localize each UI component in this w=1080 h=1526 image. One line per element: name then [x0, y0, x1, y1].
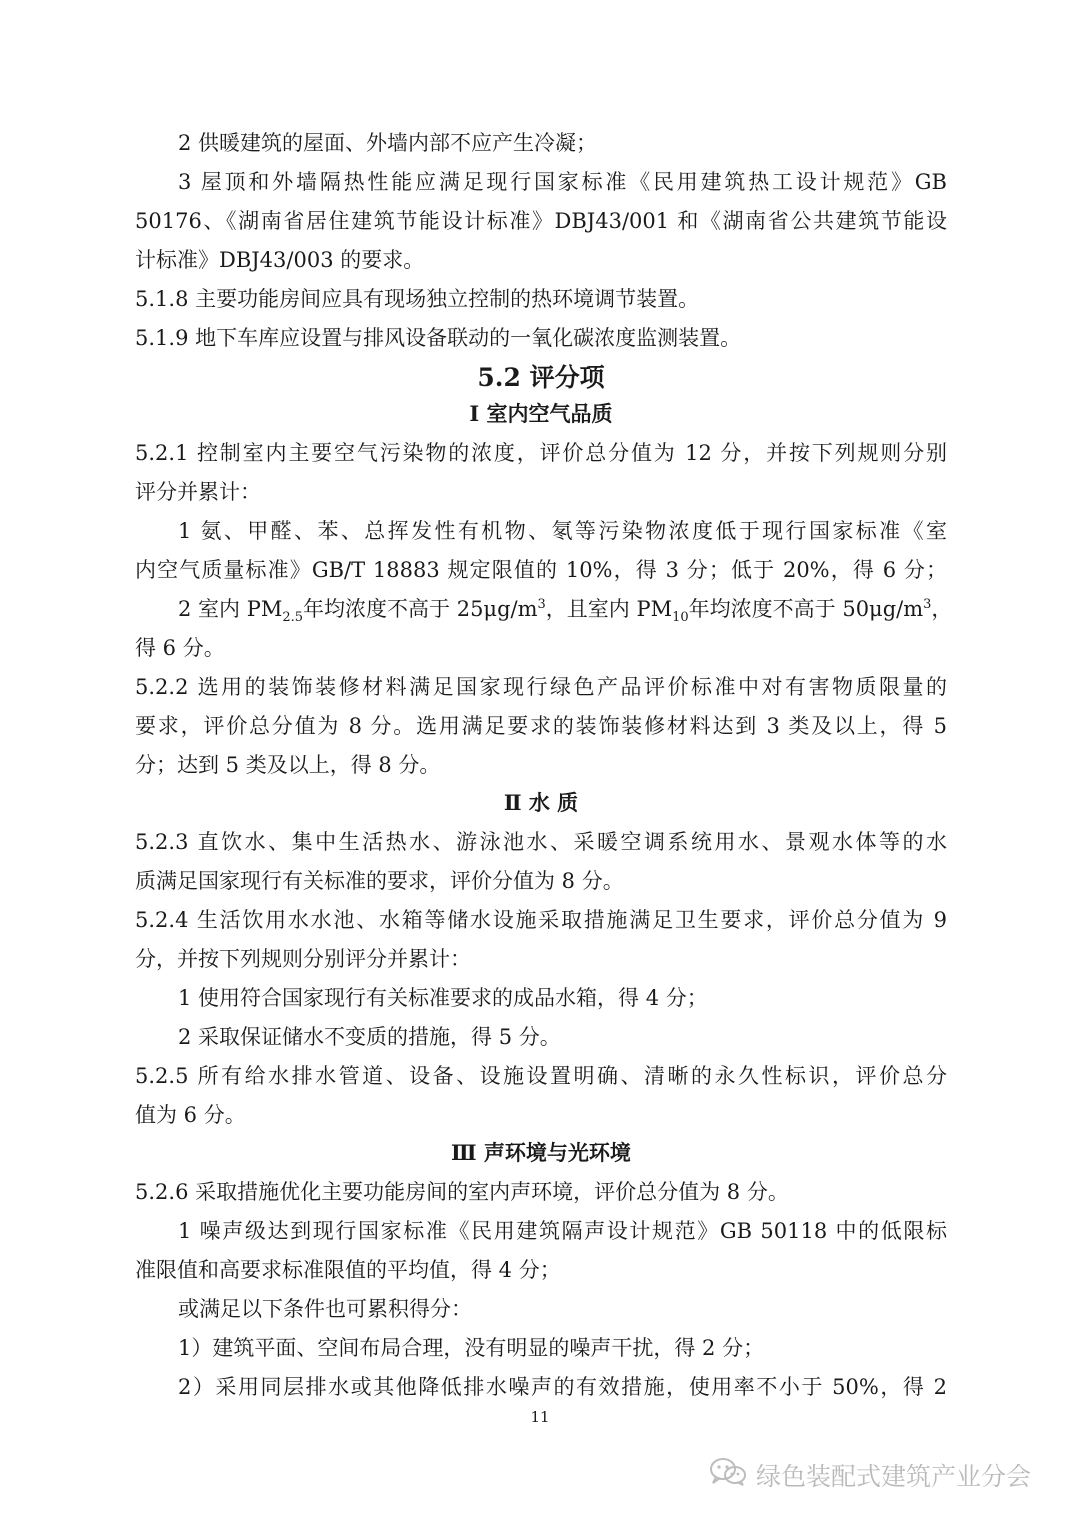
clause-5-2-4: 5.2.4 生活饮用水水池、水箱等储水设施采取措施满足卫生要求，评价总分值为 9: [135, 908, 947, 932]
page-number: 11: [530, 1408, 550, 1426]
subsection-heading-indoor-air: Ⅰ 室内空气品质: [469, 401, 613, 426]
text-line: 要求，评价总分值为 8 分。选用满足要求的装饰装修材料达到 3 类及以上，得 5: [135, 714, 947, 738]
wechat-icon: [708, 1457, 748, 1493]
watermark-text: 绿色装配式建筑产业分会: [756, 1462, 1032, 1491]
text-line: 1 噪声级达到现行国家标准《民用建筑隔声设计规范》GB 50118 中的低限标: [178, 1219, 947, 1243]
subsection-heading-water-quality: Ⅱ 水 质: [503, 790, 579, 815]
text-line: 1）建筑平面、空间布局合理，没有明显的噪声干扰，得 2 分；: [178, 1336, 765, 1360]
text-line: 50176、《湖南省居住建筑节能设计标准》DBJ43/001 和《湖南省公共建筑节能设: [135, 209, 947, 233]
watermark: [708, 1460, 1031, 1490]
text-line: 值为 6 分。: [135, 1103, 246, 1127]
text-line: 得 6 分。: [135, 636, 225, 660]
text-line: 质满足国家现行有关标准的要求，评价分值为 8 分。: [135, 869, 624, 893]
clause-5-1-8: 5.1.8 主要功能房间应具有现场独立控制的热环境调节装置。: [135, 287, 700, 311]
text-line: 或满足以下条件也可累积得分：: [178, 1297, 472, 1321]
clause-5-2-2: 5.2.2 选用的装饰装修材料满足国家现行绿色产品评价标准中对有害物质限量的: [135, 675, 947, 699]
clause-5-2-3: 5.2.3 直饮水、集中生活热水、游泳池水、采暖空调系统用水、景观水体等的水: [135, 830, 947, 854]
clause-5-2-5: 5.2.5 所有给水排水管道、设备、设施设置明确、清晰的永久性标识，评价总分: [135, 1064, 947, 1088]
subsection-heading-sound-light: Ⅲ 声环境与光环境: [451, 1140, 631, 1165]
clause-5-2-6: 5.2.6 采取措施优化主要功能房间的室内声环境，评价总分值为 8 分。: [135, 1180, 789, 1204]
text-line: 计标准》DBJ43/003 的要求。: [135, 248, 425, 272]
text-line: 分，并按下列规则分别评分并累计：: [135, 947, 471, 971]
text-line: 评分并累计：: [135, 480, 261, 504]
text-line: 2 采取保证储水不变质的措施，得 5 分。: [178, 1025, 561, 1049]
text-line: 3 屋顶和外墙隔热性能应满足现行国家标准《民用建筑热工设计规范》GB: [178, 170, 947, 194]
text-line: 1 使用符合国家现行有关标准要求的成品水箱，得 4 分；: [178, 986, 708, 1010]
text-line: 2 供暖建筑的屋面、外墙内部不应产生冷凝；: [178, 131, 598, 155]
section-heading-5-2: 5.2 评分项: [477, 363, 605, 392]
text-line: 内空气质量标准》GB/T 18883 规定限值的 10%，得 3 分；低于 20%，得 6 分；: [135, 558, 947, 582]
clause-5-2-1: 5.2.1 控制室内主要空气污染物的浓度，评价总分值为 12 分，并按下列规则分别: [135, 441, 947, 465]
clause-5-1-9: 5.1.9 地下车库应设置与排风设备联动的一氧化碳浓度监测装置。: [135, 326, 742, 350]
text-line: 准限值和高要求标准限值的平均值，得 4 分；: [135, 1258, 561, 1282]
text-line: 分；达到 5 类及以上，得 8 分。: [135, 753, 441, 777]
text-line: 1 氨、甲醛、苯、总挥发性有机物、氡等污染物浓度低于现行国家标准《室: [178, 519, 947, 543]
pm-concentration-line: 2 室内 $PM_{2.5}$年均浓度不高于 $25\mu g/m^3$，且室内 $PM_{10}$年均浓度不高于 $50\mu g/m^3$，: [178, 597, 953, 626]
text-line: 2）采用同层排水或其他降低排水噪声的有效措施，使用率不小于 50%，得 2: [178, 1375, 947, 1399]
